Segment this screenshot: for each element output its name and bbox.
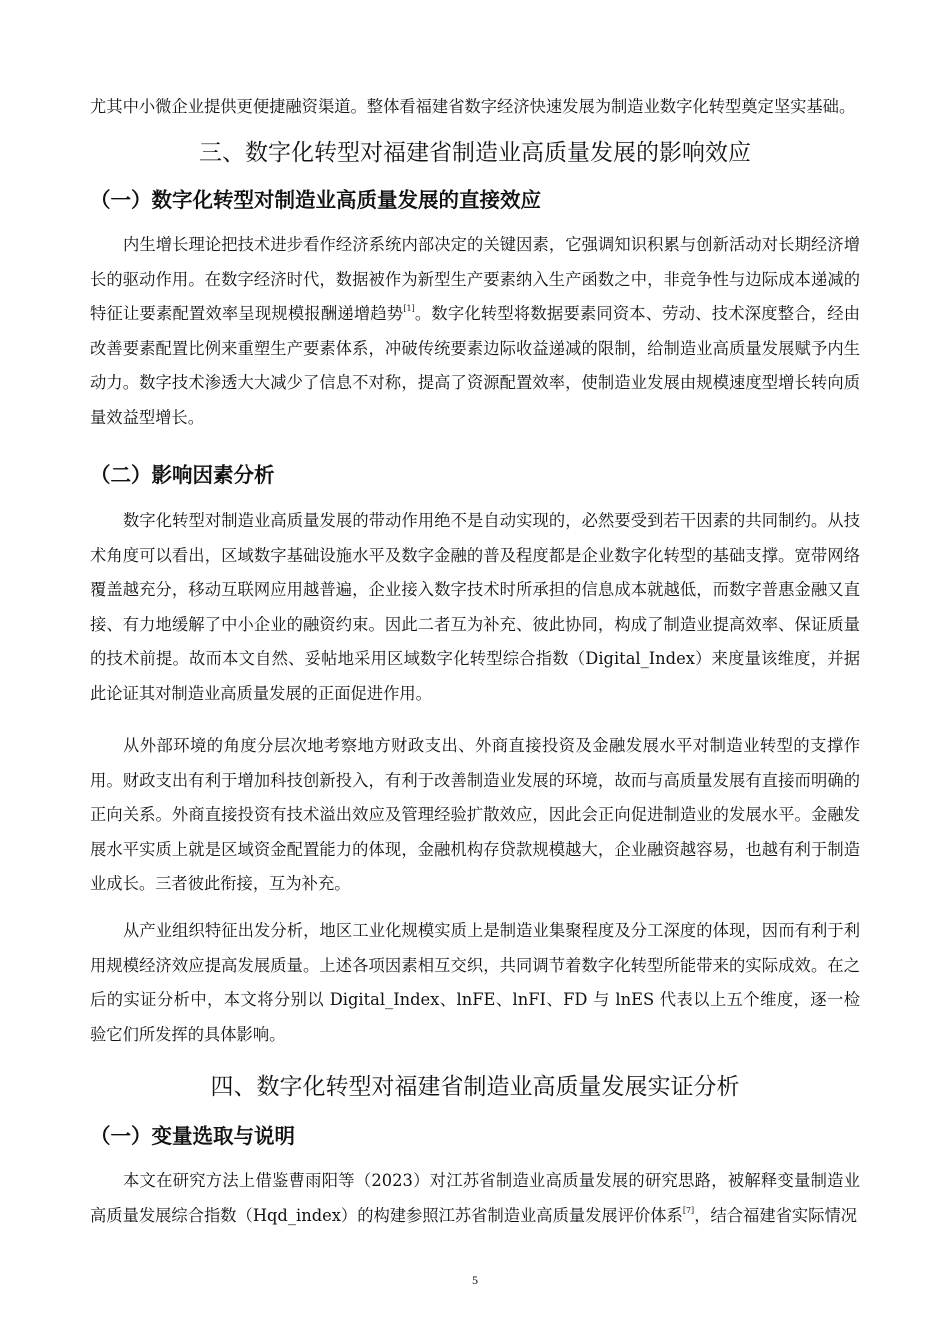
paragraph-external-factors (90, 729, 860, 902)
section-heading-3: 三、数字化转型对福建省制造业高质量发展的影响效应 (199, 140, 751, 166)
page-number: 5 (472, 1273, 478, 1287)
subsection-heading-3-1: （一）数字化转型对制造业高质量发展的直接效应 (90, 188, 541, 212)
paragraph-text: 从外部环境的角度分层次地考察地方财政支出、外商直接投资及金融发展水平对制造业转型的支撑作用。财政支出有利于增加科技创新投入，有利于改善制造业发展的环境，故而与高质量发展有直接而明确的正向关系。外商直接投资有技术溢出效应及管理经验扩散效应，因此会正向促进制造业的发展水平。金融发展水平实质上就是区域资金配置能力的体现，金融机构存贷款规模越大，企业融资越容易，也越有利于制造业成长。三者彼此衔接，互为补充。 (90, 736, 860, 893)
citation-ref[interactable]: [1] (403, 304, 415, 313)
paragraph-text: 内生增长理论把技术进步看作经济系统内部决定的关键因素，它强调知识积累与创新活动对长期经济增长的驱动作用。在数字经济时代，数据被作为新型生产要素纳入生产函数之中，非竞争性与边际成本递减的特征让要素配置效率呈现规模报酬递增趋势 (90, 235, 860, 323)
paragraph-text: 本文在研究方法上借鉴曹雨阳等（2023）对江苏省制造业高质量发展的研究思路，被解释变量制造业高质量发展综合指数（Hqd_index）的构建参照江苏省制造业高质量发展评价体系 (90, 1171, 860, 1225)
paragraph-text: 。数字化转型将数据要素同资本、劳动、技术深度整合，经由改善要素配置比例来重塑生产要素体系，冲破传统要素边际收益递减的限制，给制造业高质量发展赋予内生动力。数字技术渗透大大减少了信息不对称，提高了资源配置效率，使制造业发展由规模速度型增长转向质量效益型增长。 (90, 304, 860, 427)
paragraph-continuation (90, 90, 860, 125)
paragraph-text: 数字化转型对制造业高质量发展的带动作用绝不是自动实现的，必然要受到若干因素的共同制约。从技术角度可以看出，区域数字基础设施水平及数字金融的普及程度都是企业数字化转型的基础支撑。宽带网络覆盖越充分，移动互联网应用越普遍，企业接入数字技术时所承担的信息成本就越低，而数字普惠金融又直接、有力地缓解了中小企业的融资约束。因此二者互为补充、彼此协同，构成了制造业提高效率、保证质量的技术前提。故而本文自然、妥帖地采用区域数字化转型综合指数（Digital_Index）来度量该维度，并据此论证其对制造业高质量发展的正面促进作用。 (90, 511, 860, 703)
subsection-heading-3-2: （二）影响因素分析 (90, 463, 275, 487)
paragraph-text: 从产业组织特征出发分析，地区工业化规模实质上是制造业集聚程度及分工深度的体现，因而有利于利用规模经济效应提高发展质量。上述各项因素相互交织，共同调节着数字化转型所能带来的实际成效。在之后的实证分析中，本文将分别以 Digital_Index、lnFE、lnFI、FD 与 lnES 代表以上五个维度，逐一检验它们所发挥的具体影响。 (90, 921, 860, 1044)
subsection-heading-4-1: （一）变量选取与说明 (90, 1124, 295, 1148)
citation-ref[interactable]: [7] (682, 1205, 695, 1215)
paragraph-variables (90, 1164, 860, 1233)
paragraph-tech-factors (90, 504, 860, 711)
paragraph-direct-effect (90, 228, 860, 435)
paragraph-text: 尤其中小微企业提供更便捷融资渠道。整体看福建省数字经济快速发展为制造业数字化转型奠定坚实基础。 (90, 97, 856, 116)
paragraph-industry-factors (90, 914, 860, 1052)
section-heading-4: 四、数字化转型对福建省制造业高质量发展实证分析 (210, 1074, 740, 1100)
paragraph-text: ，结合福建省实际情况 (694, 1205, 858, 1225)
